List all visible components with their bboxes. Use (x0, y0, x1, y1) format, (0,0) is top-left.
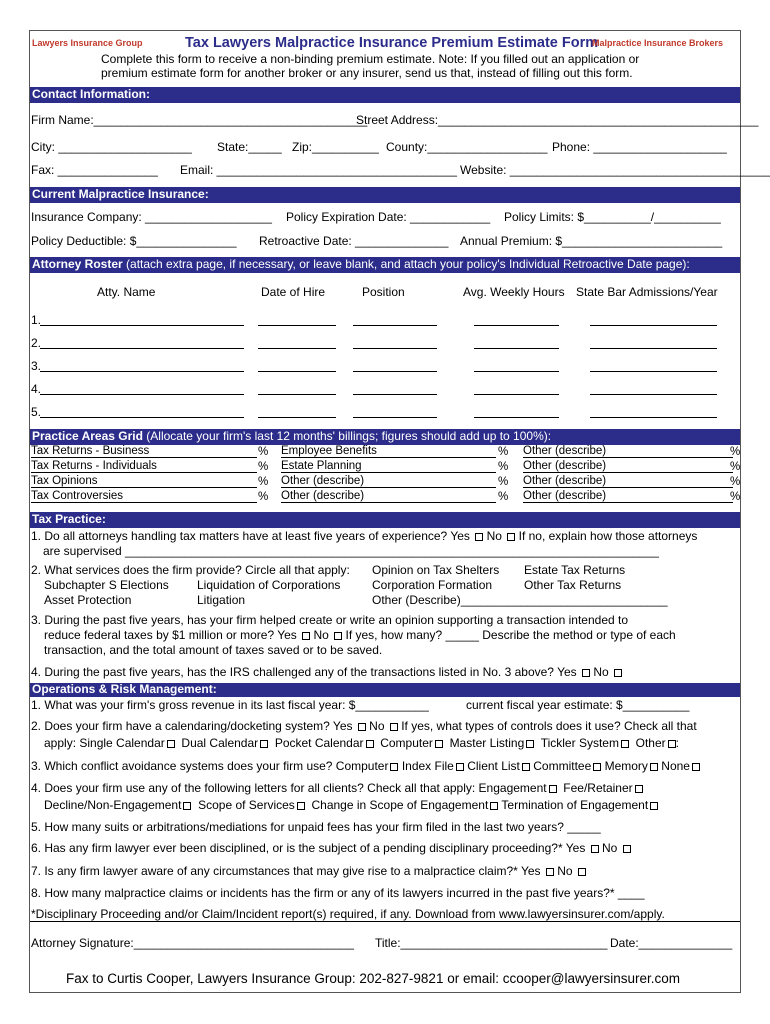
calendar-colon: : (675, 736, 679, 750)
letter-termination-label: Termination of Engagement (501, 798, 649, 812)
conflict-computer-checkbox[interactable] (390, 763, 398, 771)
title-field[interactable]: Title:_______________________________ (375, 936, 608, 950)
letter-change-scope-checkbox[interactable] (490, 802, 498, 810)
ops-q6 (31, 841, 631, 855)
roster-input-1[interactable] (40, 348, 244, 349)
calendar-tickler-checkbox[interactable] (621, 740, 629, 748)
practice-area-label: Tax Returns - Business (31, 445, 257, 458)
service-corporation-formation[interactable]: Corporation Formation (372, 578, 493, 592)
letter-termination-checkbox[interactable] (650, 802, 658, 810)
ops-q7-no-label: No (553, 864, 576, 878)
tax-q3-rest: If yes, how many? _____ Describe the method or type of each (342, 628, 676, 642)
calendar-master-label: Master Listing (449, 736, 525, 750)
practice-area-label: Other (describe) (523, 445, 733, 458)
letter-decline-label: Decline/Non-Engagement (44, 798, 182, 812)
tax-q4 (31, 665, 622, 679)
ops-q2-no-checkbox[interactable] (390, 723, 398, 731)
roster-col-name: Atty. Name (97, 285, 156, 299)
attorney-roster-heading (30, 257, 740, 273)
letter-fee-checkbox[interactable] (635, 785, 643, 793)
roster-input-1[interactable] (40, 394, 244, 395)
roster-input-4[interactable] (474, 394, 559, 395)
conflict-client-label: Client List (467, 759, 520, 773)
roster-input-1[interactable] (40, 417, 244, 418)
practice-area-label: Other (describe) (281, 475, 496, 488)
practice-areas-heading (30, 429, 740, 445)
practice-area-label: Other (describe) (523, 490, 733, 503)
practice-area-label: Other (describe) (281, 490, 496, 503)
right-brand: Malpractice Insurance Brokers (592, 38, 724, 48)
operations-heading: Operations & Risk Management: (30, 683, 740, 697)
roster-row-number: 4. (31, 382, 42, 396)
attorney-signature-field[interactable]: Attorney Signature:_________________________________ (31, 936, 354, 950)
roster-input-5[interactable] (590, 417, 717, 418)
practice-heading-note: (Allocate your firm's last 12 months' billings; figures should add up to 100%): (142, 429, 552, 443)
roster-input-3[interactable] (353, 394, 437, 395)
ops-q6-no-label: No (598, 841, 621, 855)
intro-line-1: Complete this form to receive a non-binding premium estimate. Note: If you filled out an application or (101, 52, 640, 66)
service-asset-protection[interactable]: Asset Protection (44, 593, 132, 607)
roster-col-position: Position (362, 285, 405, 299)
tax-q4-no-label: No (590, 665, 613, 679)
tax-practice-heading: Tax Practice: (30, 512, 740, 528)
letter-decline-checkbox[interactable] (183, 802, 191, 810)
date-field[interactable]: Date:______________ (610, 936, 733, 950)
roster-row-number: 5. (31, 405, 42, 419)
letter-fee-label: Fee/Retainer (563, 781, 633, 795)
website-field[interactable]: Website: _______________________________________ (460, 163, 770, 177)
calendar-dual-label: Dual Calendar (181, 736, 259, 750)
firm-name-field[interactable]: Firm Name:_________________________________________ (31, 113, 368, 127)
left-brand: Lawyers Insurance Group (32, 38, 143, 48)
roster-col-hire: Date of Hire (261, 285, 326, 299)
roster-row-number: 2. (31, 336, 42, 350)
ops-q6-yes-checkbox[interactable] (591, 845, 599, 853)
tax-q3-line-3: transaction, and the total amount of taxes saved or to be saved. (44, 643, 383, 657)
retroactive-date-field[interactable]: Retroactive Date: ______________ (259, 234, 449, 248)
practice-area-label: Estate Planning (281, 460, 496, 473)
ops-q7 (31, 864, 586, 878)
roster-input-3[interactable] (353, 371, 437, 372)
footnote-divider (30, 921, 740, 922)
calendar-pocket-label: Pocket Calendar (274, 736, 364, 750)
ops-q8-field[interactable]: 8. How many malpractice claims or incidents has the firm or any of its lawyers incurred in the past five years?* ____ (31, 886, 645, 900)
conflict-memory-checkbox[interactable] (650, 763, 658, 771)
practice-percent[interactable]: % (498, 491, 509, 503)
practice-percent[interactable]: % (730, 461, 741, 473)
ops-q3 (31, 759, 700, 773)
letter-change-scope-label: Change in Scope of Engagement (311, 798, 489, 812)
tax-q3-no-checkbox[interactable] (334, 632, 342, 640)
ops-q1-revenue-field[interactable]: 1. What was your firm's gross revenue in its last fiscal year: $___________ (31, 698, 429, 712)
zip-field[interactable]: Zip:__________ (292, 140, 379, 154)
calendar-master-checkbox[interactable] (526, 740, 534, 748)
conflict-computer-label: 3. Which conflict avoidance systems does your firm use? Computer (31, 759, 389, 773)
roster-heading-bold: Attorney Roster (32, 257, 123, 271)
policy-deductible-field[interactable]: Policy Deductible: $_______________ (31, 234, 237, 248)
letter-scope-label: Scope of Services (198, 798, 295, 812)
tax-q1-supervised-field[interactable]: are supervised ________________________________________________________________________________ (43, 544, 659, 558)
roster-input-2[interactable] (258, 325, 336, 326)
ops-q7-no-checkbox[interactable] (578, 868, 586, 876)
practice-row (30, 490, 740, 504)
footnote: *Disciplinary Proceeding and/or Claim/Incident report(s) required, if any. Download from www.lawyersinsurer.com/apply. (31, 907, 665, 921)
roster-input-2[interactable] (258, 348, 336, 349)
service-subchapter-s[interactable]: Subchapter S Elections (44, 578, 169, 592)
roster-input-2[interactable] (258, 394, 336, 395)
roster-input-4[interactable] (474, 417, 559, 418)
roster-input-4[interactable] (474, 371, 559, 372)
street-address-field[interactable]: Street Address:________________________________________________ (356, 113, 759, 127)
roster-heading-note: (attach extra page, if necessary, or leave blank, and attach your policy's Individual Retroactive Date page): (122, 257, 690, 271)
practice-percent[interactable]: % (258, 446, 269, 458)
roster-input-4[interactable] (474, 325, 559, 326)
letter-engagement-checkbox[interactable] (549, 785, 557, 793)
conflict-none-checkbox[interactable] (692, 763, 700, 771)
practice-percent[interactable]: % (498, 461, 509, 473)
ops-q7-text: 7. Is any firm lawyer aware of any circumstances that may give rise to a malpractice claim?* Yes (31, 864, 544, 878)
intro-line-2: premium estimate form for another broker or any insurer, send us that, instead of filling out this form. (101, 66, 633, 80)
conflict-index-label: Index File (401, 759, 454, 773)
state-field[interactable]: State:_____ (217, 140, 282, 154)
service-other-tax-returns[interactable]: Other Tax Returns (524, 578, 622, 592)
ops-q2-yes-checkbox[interactable] (358, 723, 366, 731)
tax-q2-text: 2. What services does the firm provide? Circle all that apply: (31, 563, 350, 577)
roster-input-5[interactable] (590, 371, 717, 372)
practice-area-label: Tax Returns - Individuals (31, 460, 257, 473)
conflict-committee-label: Committee (533, 759, 592, 773)
practice-percent[interactable]: % (498, 446, 509, 458)
practice-percent[interactable]: % (258, 476, 269, 488)
roster-input-1[interactable] (40, 325, 244, 326)
ops-q6-text: 6. Has any firm lawyer ever been disciplined, or is the subject of a pending disciplinary proceeding?* Yes (31, 841, 589, 855)
calendar-other-label: Other (635, 736, 666, 750)
letter-engagement-label: 4. Does your firm use any of the following letters for all clients? Check all that apply: Engagement (31, 781, 547, 795)
practice-row (30, 445, 740, 459)
calendar-computer-label: Computer (380, 736, 433, 750)
tax-q3-text: reduce federal taxes by $1 million or more? Yes (44, 628, 301, 642)
insurance-company-field[interactable]: Insurance Company: ___________________ (31, 210, 272, 224)
service-litigation[interactable]: Litigation (197, 593, 246, 607)
tax-q3-yes-checkbox[interactable] (302, 632, 310, 640)
practice-row (30, 460, 740, 474)
form-page (29, 30, 770, 993)
ops-q2-text: 2. Does your firm have a calendaring/docketing system? Yes (31, 719, 356, 733)
ops-q2-no-label: No (365, 719, 388, 733)
tax-q1-rest: If no, explain how those attorneys (515, 529, 698, 543)
phone-field[interactable]: Phone: ____________________ (552, 140, 727, 154)
practice-area-label: Tax Controversies (31, 490, 257, 503)
ops-q2 (31, 719, 697, 733)
tax-q1-no-label: No (483, 529, 506, 543)
calendar-pocket-checkbox[interactable] (366, 740, 374, 748)
practice-percent[interactable]: % (258, 491, 269, 503)
fax-email-instructions: Fax to Curtis Cooper, Lawyers Insurance Group: 202-827-9821 or email: ccooper@lawyersinsurer.com (66, 971, 680, 986)
calendar-single-label: apply: Single Calendar (44, 736, 165, 750)
annual-premium-field[interactable]: Annual Premium: $________________________ (460, 234, 723, 248)
conflict-memory-label: Memory (604, 759, 648, 773)
calendar-dual-checkbox[interactable] (260, 740, 268, 748)
roster-input-3[interactable] (353, 348, 437, 349)
practice-percent[interactable]: % (258, 461, 269, 473)
practice-area-label: Other (describe) (523, 460, 733, 473)
conflict-committee-checkbox[interactable] (593, 763, 601, 771)
conflict-none-label: None (661, 759, 690, 773)
roster-col-bar: State Bar Admissions/Year (576, 285, 718, 299)
policy-limits-field[interactable]: Policy Limits: $__________/__________ (504, 210, 721, 224)
ops-q5-field[interactable]: 5. How many suits or arbitrations/mediations for unpaid fees has your firm filed in the last two years? _____ (31, 820, 601, 834)
practice-area-label: Tax Opinions (31, 475, 257, 488)
practice-area-label: Other (describe) (523, 475, 733, 488)
ops-q2-options (44, 736, 679, 750)
conflict-index-checkbox[interactable] (456, 763, 464, 771)
tax-q1 (31, 529, 697, 543)
practice-percent[interactable]: % (498, 476, 509, 488)
roster-input-5[interactable] (590, 325, 717, 326)
ops-q4-line-2 (44, 798, 658, 812)
roster-input-2[interactable] (258, 417, 336, 418)
service-liquidation[interactable]: Liquidation of Corporations (197, 578, 341, 592)
service-estate-tax-returns[interactable]: Estate Tax Returns (524, 563, 626, 577)
tax-q1-text: 1. Do all attorneys handling tax matters have at least five years of experience? Yes (31, 529, 474, 543)
tax-q4-text: 4. During the past five years, has the IRS challenged any of the transactions listed in No. 3 above? Yes (31, 665, 580, 679)
email-field[interactable]: Email: ____________________________________ (180, 163, 457, 177)
roster-input-3[interactable] (353, 417, 437, 418)
conflict-client-checkbox[interactable] (522, 763, 530, 771)
practice-heading-bold: Practice Areas Grid (32, 429, 143, 443)
practice-percent[interactable]: % (730, 476, 741, 488)
ops-q4-line-1 (31, 781, 643, 795)
roster-input-4[interactable] (474, 348, 559, 349)
practice-percent[interactable]: % (730, 491, 741, 503)
roster-input-5[interactable] (590, 394, 717, 395)
ops-q6-no-checkbox[interactable] (623, 845, 631, 853)
roster-input-3[interactable] (353, 325, 437, 326)
tax-q3-no-label: No (310, 628, 333, 642)
current-insurance-heading: Current Malpractice Insurance: (30, 187, 740, 203)
calendar-tickler-label: Tickler System (540, 736, 619, 750)
roster-input-2[interactable] (258, 371, 336, 372)
roster-input-5[interactable] (590, 348, 717, 349)
practice-row (30, 475, 740, 489)
roster-row-number: 3. (31, 359, 42, 373)
tax-q4-no-checkbox[interactable] (614, 669, 622, 677)
contact-heading: Contact Information: (30, 87, 740, 103)
roster-row-number: 1. (31, 313, 42, 327)
ops-q7-yes-checkbox[interactable] (546, 868, 554, 876)
county-field[interactable]: County:__________________ (386, 140, 548, 154)
calendar-single-checkbox[interactable] (167, 740, 175, 748)
ops-q1-estimate-field[interactable]: current fiscal year estimate: $__________ (466, 698, 690, 712)
calendar-other-checkbox[interactable] (668, 740, 676, 748)
ops-q2-rest: If yes, what types of controls does it use? Check all that (397, 719, 697, 733)
calendar-computer-checkbox[interactable] (435, 740, 443, 748)
roster-input-1[interactable] (40, 371, 244, 372)
letter-scope-checkbox[interactable] (297, 802, 305, 810)
roster-col-hours: Avg. Weekly Hours (463, 285, 565, 299)
policy-expiration-field[interactable]: Policy Expiration Date: ____________ (286, 210, 491, 224)
tax-q4-yes-checkbox[interactable] (582, 669, 590, 677)
city-field[interactable]: City: ____________________ (31, 140, 192, 154)
fax-field[interactable]: Fax: _______________ (31, 163, 158, 177)
tax-q3-line-2 (44, 628, 676, 642)
practice-area-label: Employee Benefits (281, 445, 496, 458)
tax-q3-line-1: 3. During the past five years, has your firm helped create or write an opinion supporting a transaction intended to (31, 613, 629, 627)
service-opinion-tax-shelters[interactable]: Opinion on Tax Shelters (372, 563, 500, 577)
form-title: Tax Lawyers Malpractice Insurance Premium Estimate Form (185, 35, 599, 51)
practice-percent[interactable]: % (730, 446, 741, 458)
service-other-describe[interactable]: Other (Describe)_______________________________ (372, 593, 668, 607)
